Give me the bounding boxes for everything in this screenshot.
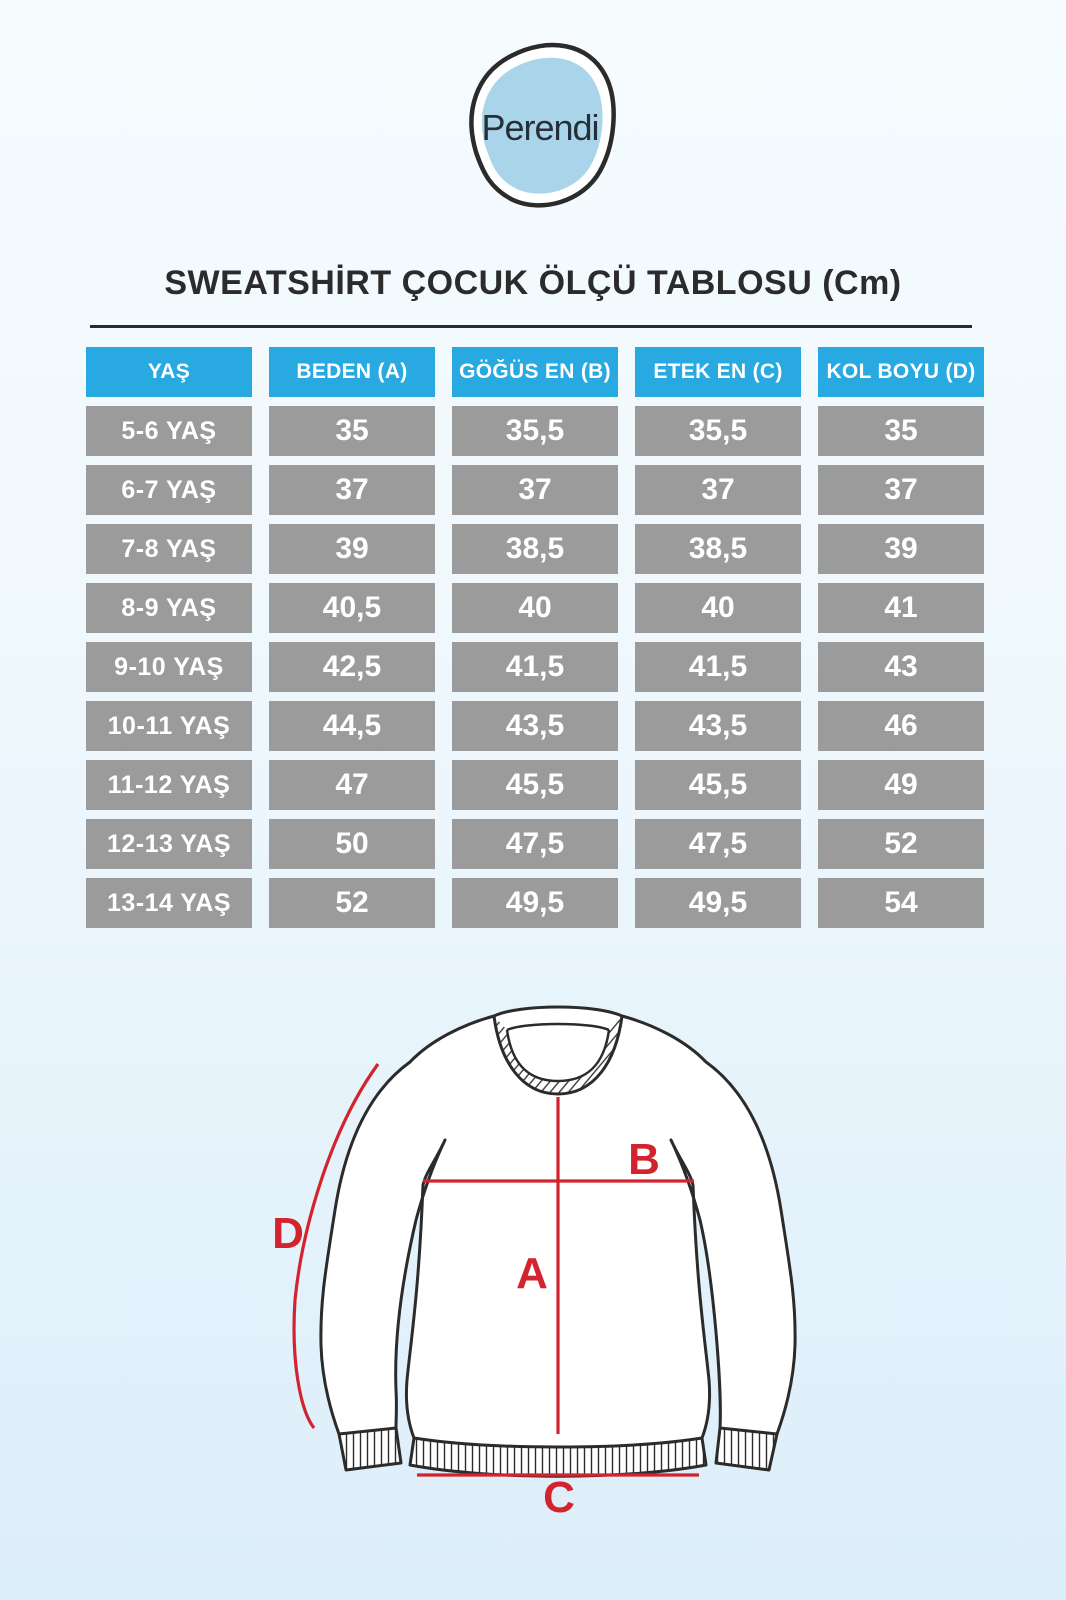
value-cell: 41 xyxy=(818,583,984,633)
age-cell: 5-6 YAŞ xyxy=(86,406,252,456)
value-cell: 40,5 xyxy=(269,583,435,633)
value-cell: 39 xyxy=(818,524,984,574)
brand-logo xyxy=(425,18,645,233)
value-cell: 46 xyxy=(818,701,984,751)
header-cell-hem: ETEK EN (C) xyxy=(635,347,801,397)
title-underline xyxy=(90,325,972,328)
value-cell: 41,5 xyxy=(635,642,801,692)
value-cell: 37 xyxy=(452,465,618,515)
value-cell: 44,5 xyxy=(269,701,435,751)
value-cell: 35 xyxy=(818,406,984,456)
value-cell: 54 xyxy=(818,878,984,928)
age-cell: 12-13 YAŞ xyxy=(86,819,252,869)
size-table xyxy=(86,347,984,928)
value-cell: 37 xyxy=(818,465,984,515)
age-cell: 8-9 YAŞ xyxy=(86,583,252,633)
value-cell: 47,5 xyxy=(452,819,618,869)
age-cell: 11-12 YAŞ xyxy=(86,760,252,810)
age-cell: 10-11 YAŞ xyxy=(86,701,252,751)
value-cell: 35,5 xyxy=(452,406,618,456)
value-cell: 40 xyxy=(452,583,618,633)
value-cell: 37 xyxy=(635,465,801,515)
value-cell: 43,5 xyxy=(635,701,801,751)
value-cell: 49,5 xyxy=(452,878,618,928)
brand-logo-text: Perendi xyxy=(481,107,599,148)
value-cell: 49 xyxy=(818,760,984,810)
age-cell: 6-7 YAŞ xyxy=(86,465,252,515)
age-cell: 9-10 YAŞ xyxy=(86,642,252,692)
value-cell: 39 xyxy=(269,524,435,574)
value-cell: 38,5 xyxy=(452,524,618,574)
value-cell: 52 xyxy=(818,819,984,869)
value-cell: 40 xyxy=(635,583,801,633)
value-cell: 38,5 xyxy=(635,524,801,574)
header-cell-sleeve: KOL BOYU (D) xyxy=(818,347,984,397)
value-cell: 50 xyxy=(269,819,435,869)
value-cell: 45,5 xyxy=(452,760,618,810)
value-cell: 47,5 xyxy=(635,819,801,869)
value-cell: 41,5 xyxy=(452,642,618,692)
value-cell: 47 xyxy=(269,760,435,810)
value-cell: 35,5 xyxy=(635,406,801,456)
value-cell: 37 xyxy=(269,465,435,515)
value-cell: 35 xyxy=(269,406,435,456)
header-cell-length: BEDEN (A) xyxy=(269,347,435,397)
value-cell: 49,5 xyxy=(635,878,801,928)
header-cell-chest: GÖĞÜS EN (B) xyxy=(452,347,618,397)
sweatshirt-diagram xyxy=(255,975,825,1555)
measure-label-a: A xyxy=(516,1249,548,1298)
measure-label-c: C xyxy=(543,1473,575,1522)
age-cell: 13-14 YAŞ xyxy=(86,878,252,928)
measure-label-b: B xyxy=(628,1135,660,1184)
age-cell: 7-8 YAŞ xyxy=(86,524,252,574)
page-title: SWEATSHİRT ÇOCUK ÖLÇÜ TABLOSU (Cm) xyxy=(164,264,902,302)
value-cell: 45,5 xyxy=(635,760,801,810)
value-cell: 42,5 xyxy=(269,642,435,692)
value-cell: 43 xyxy=(818,642,984,692)
value-cell: 52 xyxy=(269,878,435,928)
header-cell-age: YAŞ xyxy=(86,347,252,397)
value-cell: 43,5 xyxy=(452,701,618,751)
measure-label-d: D xyxy=(272,1209,304,1258)
